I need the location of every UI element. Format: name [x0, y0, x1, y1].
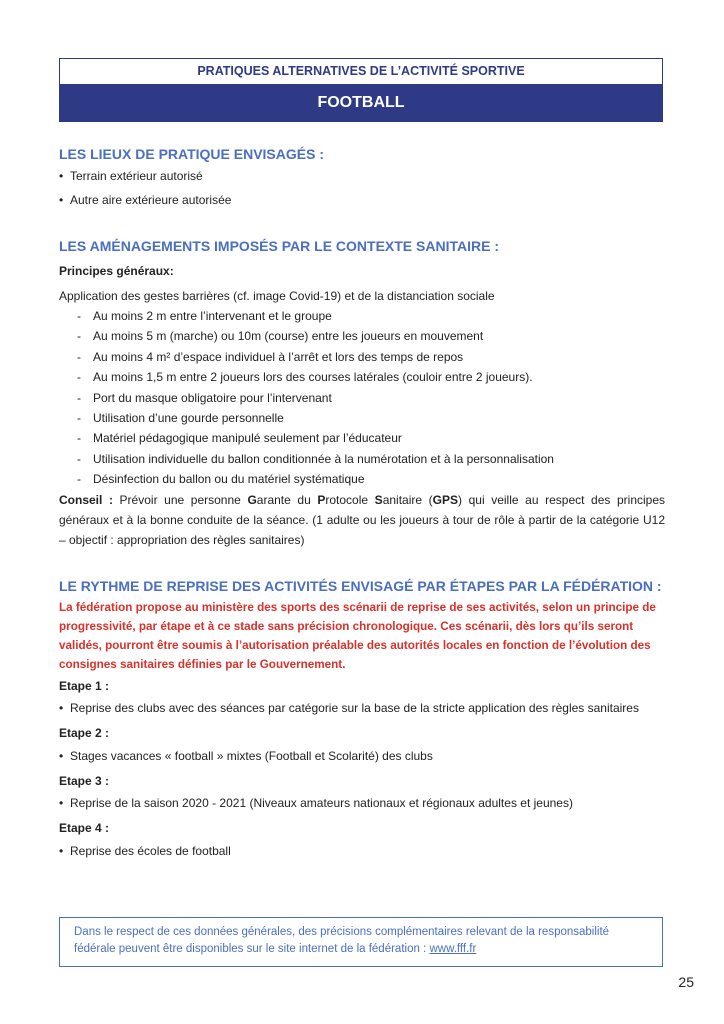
header-title: FOOTBALL [60, 84, 662, 121]
list-item: • Stages vacances « football » mixtes (Football et Scolarité) des clubs [59, 746, 433, 766]
etape-list [59, 698, 639, 718]
list-item: - Utilisation individuelle du ballon conditionnée à la numérotation et à la personnalisation [77, 449, 554, 469]
fff-link[interactable]: www.fff.fr [429, 943, 477, 955]
etape-label: Etape 2 : [59, 726, 110, 740]
list-item: • Autre aire extérieure autorisée [59, 188, 231, 212]
section-title-rythme: LE RYTHME DE REPRISE DES ACTIVITÉS ENVISAGÉ PAR ÉTAPES PAR LA FÉDÉRATION : [59, 578, 662, 594]
alert-paragraph: La fédération propose au ministère des sports des scénarii de reprise de ses activités, selon un principe de progressivité, par étape et à ce stade sans précision chronologique. Ces scénarii, dès lors qu’ils seront validés, pourront être soumis à l’autorisation préalable des autorités locales en fonction de l’évolution des consignes sanitaires définies par le Gouvernement. [59, 601, 656, 671]
principes-intro: Application des gestes barrières (cf. image Covid-19) et de la distanciation sociale [59, 289, 495, 303]
list-item: • Terrain extérieur autorisé [59, 164, 231, 188]
etape-list [59, 793, 573, 813]
principes-list [77, 306, 554, 490]
list-item: - Utilisation d’une gourde personnelle [77, 408, 554, 428]
list-item: - Désinfection du ballon ou du matériel systématique [77, 469, 554, 489]
footer-note [59, 917, 663, 967]
list-item: - Port du masque obligatoire pour l’intervenant [77, 388, 554, 408]
list-item: - Au moins 4 m² d’espace individuel à l’arrêt et lors des temps de repos [77, 347, 554, 367]
etape-label: Etape 1 : [59, 679, 110, 693]
list-item: • Reprise de la saison 2020 - 2021 (Niveaux amateurs nationaux et régionaux adultes et jeunes) [59, 793, 573, 813]
list-item: - Matériel pédagogique manipulé seulement par l’éducateur [77, 428, 554, 448]
footer-text: Dans le respect de ces données générales, des précisions complémentaires relevant de la responsabilité fédérale peuvent être disponibles sur le site internet de la fédération : [74, 926, 610, 955]
conseil-label: Conseil : [59, 493, 113, 507]
page-number: 25 [678, 974, 694, 990]
lieux-list [59, 164, 231, 212]
conseil-paragraph: Conseil : Prévoir une personne Garante du Protocole Sanitaire (GPS) qui veille au respect des principes généraux et à la bonne conduite de la séance. (1 adulte ou les joueurs à tour de rôle à partir de la catégorie U12 – objectif : appropriation des règles sanitaires) [59, 493, 666, 547]
section-title-amenagements: LES AMÉNAGEMENTS IMPOSÉS PAR LE CONTEXTE SANITAIRE : [59, 238, 499, 254]
etape-label: Etape 3 : [59, 774, 110, 788]
list-item: - Au moins 5 m (marche) ou 10m (course) entre les joueurs en mouvement [77, 326, 554, 346]
principes-label: Principes généraux: [59, 264, 174, 278]
header-subtitle: PRATIQUES ALTERNATIVES DE L’ACTIVITÉ SPORTIVE [197, 64, 525, 78]
etape-list [59, 746, 433, 766]
list-item: • Reprise des écoles de football [59, 841, 231, 861]
section-title-lieux: LES LIEUX DE PRATIQUE ENVISAGÉS : [59, 146, 325, 162]
header-box [59, 58, 663, 122]
list-item: - Au moins 1,5 m entre 2 joueurs lors des courses latérales (couloir entre 2 joueurs). [77, 367, 554, 387]
etape-label: Etape 4 : [59, 821, 110, 835]
list-item: • Reprise des clubs avec des séances par catégorie sur la base de la stricte application des règles sanitaires [59, 698, 639, 718]
etape-list [59, 841, 231, 861]
list-item: - Au moins 2 m entre l’intervenant et le groupe [77, 306, 554, 326]
